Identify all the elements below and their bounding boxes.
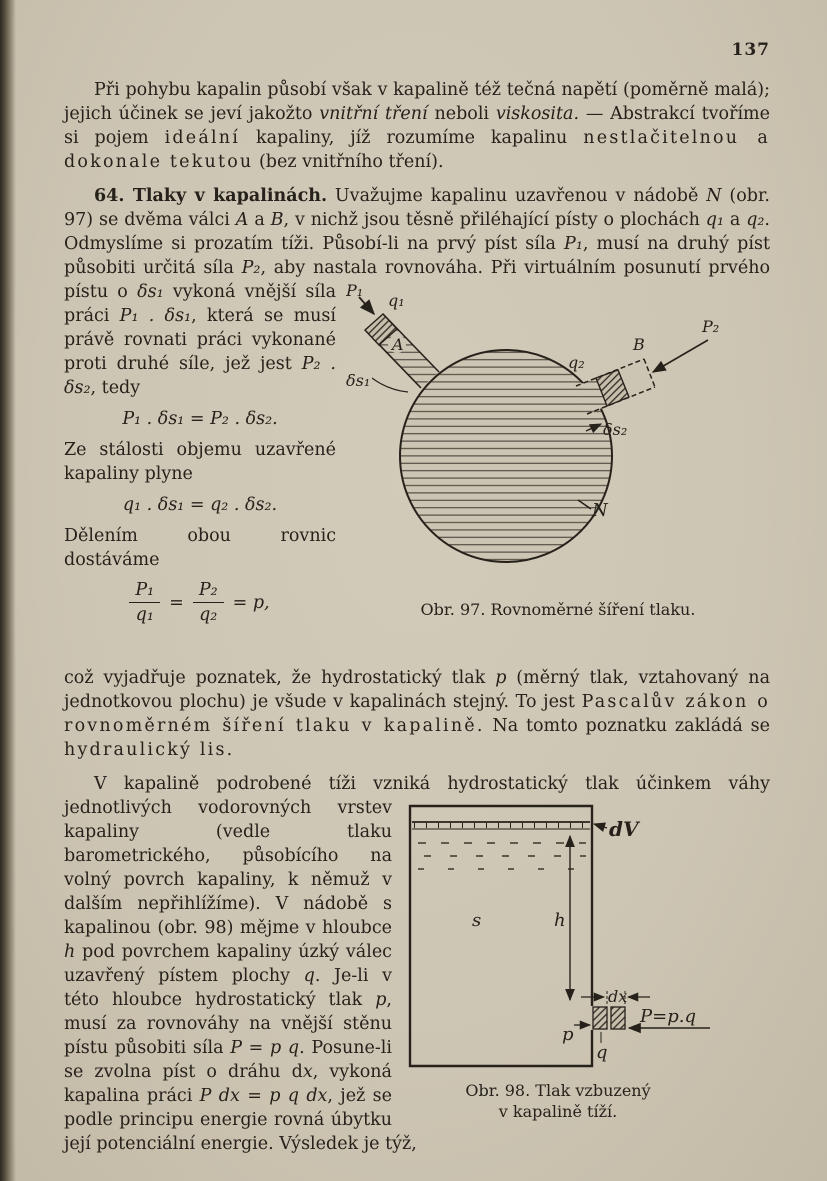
fig97-label-b: B: [633, 335, 645, 354]
text-run: , musí na druhý píst působiti určitá síla: [64, 234, 770, 278]
text-run: , tedy: [90, 378, 141, 398]
text-run: p: [495, 668, 507, 688]
fig98-label-q: q: [596, 1042, 608, 1063]
text-run: , v nichž jsou těsně přiléhající písty o plochách: [283, 210, 706, 230]
fraction-2-numerator: P₂: [193, 579, 224, 603]
fig98-label-p: p: [562, 1024, 574, 1045]
force-p1-arrow: [346, 282, 374, 314]
text-run: (obr. 97) se dvěma válci: [64, 186, 770, 230]
fraction-1: [129, 579, 160, 626]
fraction-2: [193, 579, 224, 626]
fraction-2-denominator: q₂: [199, 605, 218, 625]
text-run: P₂: [241, 258, 261, 278]
fig98-label-s: s: [472, 910, 482, 931]
text-run: P = p q: [230, 1038, 300, 1058]
text-run: , vykoná kapalina práci: [64, 1062, 392, 1106]
page-content: [64, 40, 770, 1156]
text-run: jednotlivých vodorovných vrstev kapaliny (vedle tlaku barometrického, působícího na volný povrch kapaliny, k němuž v dalším nepřihlížíme). V nádobě s kapalinou (obr. 98) mějme v hloubce: [64, 798, 392, 938]
figure-97-drawing: [346, 282, 770, 592]
binding-shadow: [0, 0, 16, 1181]
fig97-label-ds1: δs₁: [346, 371, 371, 390]
figure-97-caption: Obr. 97. Rovnoměrné šíření tlaku.: [420, 600, 696, 619]
area-q-pointer: [596, 1032, 608, 1063]
text-run: q: [303, 966, 315, 986]
fig97-label-p1: P₁: [346, 282, 364, 300]
gravity-text-b: [64, 798, 417, 1154]
ds1-bracket: [372, 378, 408, 392]
fig97-label-q1: q₁: [388, 291, 405, 310]
figure-97: [346, 282, 770, 666]
figure-98: [402, 798, 770, 1126]
fig97-label-n: N: [592, 500, 608, 521]
text-run: virtuálním posunutí prvého pístu o: [64, 258, 771, 302]
text-run: , která se musí právě rovnati práci vykonané proti druhé síle, jež jest: [64, 306, 337, 374]
figure-98-caption-line1: Obr. 98. Tlak vzbuzený: [465, 1081, 651, 1100]
fig98-label-force: P=p.q: [640, 1006, 696, 1027]
connector-volume: Ze stálosti objemu uzavřené kapaliny plyne: [64, 440, 336, 484]
text-run: , aby nastala rovnováha. Při: [260, 258, 517, 278]
text-run: Pascalův zákon o rovnoměrném šíření tlaku v kapalině.: [64, 692, 770, 736]
text-run: δs₁: [137, 282, 164, 302]
text-run: — Abstrakcí tvoříme si pojem: [64, 104, 770, 148]
page-number: 137: [731, 40, 770, 60]
connector-division: Dělením obou rovnic dostáváme: [64, 526, 336, 570]
text-run: a: [723, 210, 747, 230]
equation-work: P₁ . δs₁ = P₂ . δs₂.: [122, 409, 278, 429]
text-run: Při pohybu kapalin působí však v kapalině též tečná napětí (poměrně malá); jejich účinek se jeví jakožto: [64, 80, 770, 124]
cylinder-b: [576, 359, 655, 414]
text-run: , musí za rovnováhy na vnější stěnu pístu působiti síla: [64, 990, 392, 1058]
fig98-label-dv: dV: [609, 817, 639, 841]
fig97-label-a: A: [392, 335, 404, 354]
figure-98-caption: [402, 1080, 714, 1122]
text-run: (měrný tlak, vztahovaný na jednotkovou plochu) je všude v kapalinách stejný. To jest: [64, 668, 771, 712]
fig97-label-p2: P₂: [702, 317, 720, 336]
text-run: N: [706, 186, 722, 206]
text-run: viskosita.: [495, 104, 580, 124]
text-run: h: [64, 942, 76, 962]
text-run: neboli: [427, 104, 496, 124]
pascal-paragraph: [64, 666, 770, 762]
text-run: ideální: [164, 128, 241, 148]
text-run: (bez vnitřního tření).: [253, 152, 444, 172]
text-run: pod povrchem kapaliny úzký válec uzavřený pístem plochy: [64, 942, 392, 986]
text-run: kapaliny, jíž rozumíme kapalinu: [240, 128, 584, 148]
text-run: , jež se podle principu energie rovná úbytku její potenciální energie. Výsledek je týž,: [64, 1086, 417, 1154]
gravity-text-a: [94, 774, 770, 794]
dv-pointer: [594, 817, 641, 841]
equals-sign: =: [169, 592, 184, 613]
text-run: Uvažujme kapalinu uzavřenou v nádobě: [327, 186, 707, 206]
text-run: a: [248, 210, 271, 230]
text-run: A: [235, 210, 249, 230]
text-run: nestlačitelnou a dokonale tekutou: [64, 128, 771, 172]
liquid-surface: [412, 822, 590, 869]
fig98-label-dx: dx: [608, 987, 628, 1006]
fraction-1-numerator: P₁: [129, 579, 160, 603]
fraction-1-denominator: q₁: [135, 605, 154, 625]
text-run: P₁ . δs₁: [119, 306, 192, 326]
equation-volume: q₁ . δs₁ = q₂ . δs₂.: [122, 495, 278, 515]
figure-98-caption-line2: v kapalině tíží.: [498, 1102, 618, 1121]
force-p-arrow: [629, 1006, 710, 1028]
text-run: p: [375, 990, 387, 1010]
intro-paragraph: [64, 78, 770, 174]
equation-tail: = p,: [232, 592, 270, 613]
text-run: x: [302, 1062, 313, 1082]
text-run: vnitřní tření: [319, 104, 428, 124]
text-run: V kapalině podrobené tíži vzniká hydrostatický tlak účinkem váhy: [94, 774, 770, 794]
text-run: B: [270, 210, 284, 230]
text-run: q₂: [746, 210, 765, 230]
text-run: Na tomto poznatku zakládá se: [484, 716, 770, 736]
gravity-paragraph: [64, 772, 770, 1156]
fig97-label-ds2: δs₂: [603, 420, 628, 439]
text-run: 64. Tlaky v kapalinách.: [94, 186, 328, 206]
fig98-label-h: h: [554, 910, 566, 931]
flask-n: [400, 350, 612, 562]
text-run: což vyjadřuje poznatek, že hydrostatický tlak: [64, 668, 496, 688]
fig97-label-q2: q₂: [568, 353, 585, 372]
text-run: P₁: [564, 234, 583, 254]
text-run: vykoná vnější síla práci: [64, 282, 336, 326]
depth-h-dimension: [554, 836, 570, 1000]
text-run: . Odmyslíme si prozatím tíži. Působí-li na prvý píst síla: [64, 210, 770, 254]
text-run: . Posune-li se zvolna píst o dráhu d: [64, 1038, 392, 1082]
text-run: hydraulický lis.: [64, 740, 235, 760]
text-run: . Je-li v této hloubce hydrostatický tlak: [64, 966, 393, 1010]
pressure-p-pointer: [562, 1024, 590, 1045]
force-p2-arrow: [653, 317, 719, 372]
text-run: P dx = p q dx: [199, 1086, 328, 1106]
figure-98-drawing: [402, 798, 714, 1074]
text-run: q₁: [705, 210, 724, 230]
text-run: P₂ . δs₂: [64, 354, 336, 398]
